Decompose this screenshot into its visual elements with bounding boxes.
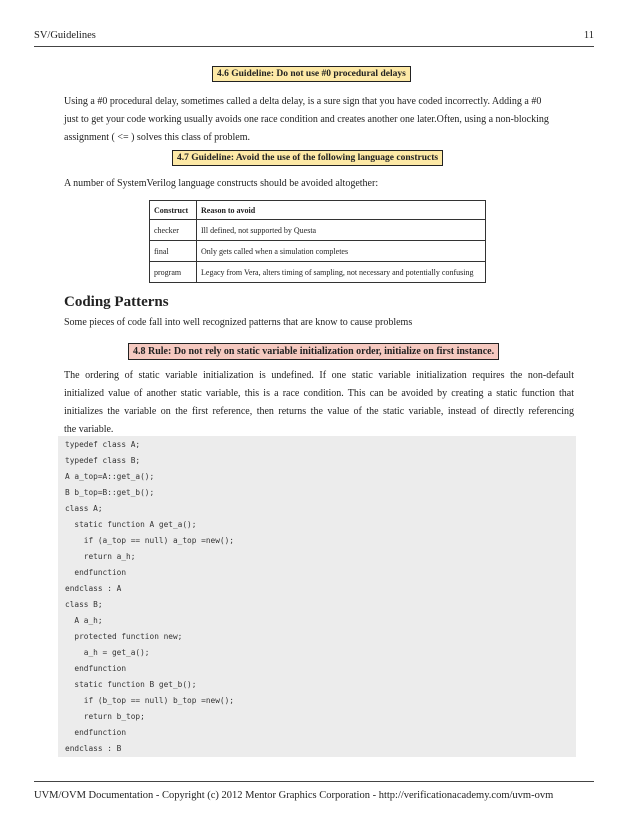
body-line: Using a #0 procedural delay, sometimes called a delta delay, is a sure sign that you have coded incorrectly. Adding a #0 <box>64 96 542 107</box>
rule-4-8-heading: 4.8 Rule: Do not rely on static variable initialization order, initialize on first instance. <box>128 343 499 360</box>
constructs-table <box>149 200 486 283</box>
page-footer: UVM/OVM Documentation - Copyright (c) 2012 Mentor Graphics Corporation - http://verificationacademy.com/uvm-ovm <box>34 790 554 801</box>
table-row <box>150 220 486 241</box>
body-line: just to get your code working usually avoids one race condition and creates another one later.Often, using a non-blocking <box>64 114 549 125</box>
body-line: initializes the variable on the first reference, then returns the value of the static variable, instead of directly referencing <box>64 406 574 417</box>
coding-patterns-intro: Some pieces of code fall into well recognized patterns that are know to cause problems <box>64 317 413 328</box>
table-cell: Legacy from Vera, alters timing of sampling, not necessary and potentially confusing <box>197 262 486 283</box>
guideline-4-7-intro: A number of SystemVerilog language constructs should be avoided altogether: <box>64 178 379 189</box>
table-cell: final <box>150 241 197 262</box>
page-number: 11 <box>583 30 594 41</box>
code-line: return a_h; <box>65 552 136 561</box>
code-line: A a_h; <box>65 616 103 625</box>
code-block <box>58 436 576 757</box>
table-cell: Ill defined, not supported by Questa <box>197 220 486 241</box>
code-line: class A; <box>65 504 103 513</box>
code-line: static function A get_a(); <box>65 520 197 529</box>
code-line: endfunction <box>65 728 127 737</box>
code-line: endfunction <box>65 664 127 673</box>
table-row <box>150 262 486 283</box>
table-cell: Only gets called when a simulation completes <box>197 241 486 262</box>
code-line: if (a_top == null) a_top =new(); <box>65 536 234 545</box>
table-row <box>150 241 486 262</box>
table-header: Construct <box>150 201 197 220</box>
code-line: if (b_top == null) b_top =new(); <box>65 696 234 705</box>
code-line: endclass : A <box>65 584 122 593</box>
code-line: typedef class B; <box>65 456 141 465</box>
table-header: Reason to avoid <box>197 201 486 220</box>
code-line: endfunction <box>65 568 127 577</box>
body-line: the variable. <box>64 424 114 435</box>
table-header-row <box>150 201 486 220</box>
code-line: static function B get_b(); <box>65 680 197 689</box>
guideline-4-6-heading: 4.6 Guideline: Do not use #0 procedural delays <box>212 66 411 82</box>
code-line: return b_top; <box>65 712 145 721</box>
code-line: class B; <box>65 600 103 609</box>
code-line: a_h = get_a(); <box>65 648 150 657</box>
header-divider <box>34 46 594 47</box>
code-line: B b_top=B::get_b(); <box>65 488 155 497</box>
section-heading-coding-patterns: Coding Patterns <box>64 294 169 310</box>
footer-divider <box>34 781 594 782</box>
code-line: protected function new; <box>65 632 183 641</box>
body-line: The ordering of static variable initialization is undefined. If one static variable initialization requires the non-default <box>64 370 574 381</box>
code-line: typedef class A; <box>65 440 141 449</box>
rule-4-8-body <box>64 367 574 439</box>
table-cell: checker <box>150 220 197 241</box>
header-title: SV/Guidelines <box>34 30 96 41</box>
code-line: endclass : B <box>65 744 122 753</box>
body-line: assignment ( <= ) solves this class of problem. <box>64 132 250 143</box>
body-line: initialized value of another static variable, this is a race condition. This can be avoided by creating a static function that <box>64 388 574 399</box>
table-cell: program <box>150 262 197 283</box>
guideline-4-6-body <box>64 93 574 147</box>
guideline-4-7-heading: 4.7 Guideline: Avoid the use of the following language constructs <box>172 150 443 166</box>
code-line: A a_top=A::get_a(); <box>65 472 155 481</box>
